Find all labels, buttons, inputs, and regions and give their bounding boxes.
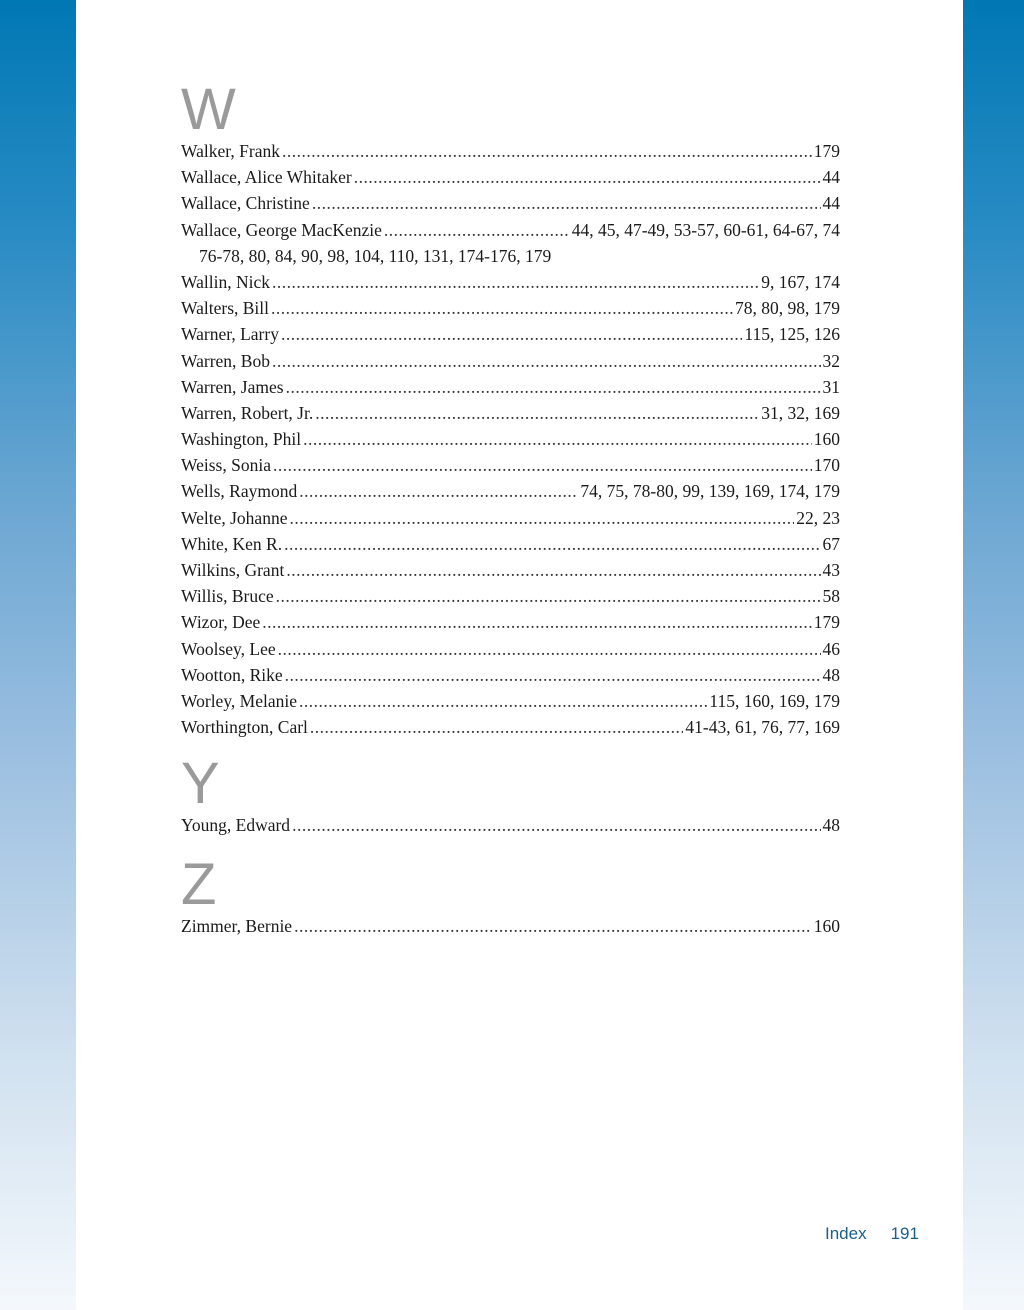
dot-leader — [272, 269, 759, 295]
entry-pages: 74, 75, 78-80, 99, 139, 169, 174, 179 — [580, 481, 840, 502]
dot-leader — [278, 636, 821, 662]
index-entry — [181, 714, 840, 740]
entry-pages: 44 — [822, 193, 840, 214]
dot-leader — [286, 374, 821, 400]
section-letter-heading: W — [181, 77, 236, 142]
entry-pages: 160 — [813, 429, 840, 450]
dot-leader — [294, 913, 812, 939]
section-letter-heading: Z — [181, 851, 217, 917]
entry-name: Weiss, Sonia — [181, 455, 271, 476]
entry-pages-continuation: 76-78, 80, 84, 90, 98, 104, 110, 131, 174-176, 179 — [199, 245, 552, 266]
index-entry — [181, 164, 840, 190]
index-entry — [181, 190, 840, 216]
entry-pages: 46 — [822, 638, 840, 659]
entry-pages: 170 — [813, 455, 840, 476]
entry-pages: 48 — [822, 815, 840, 836]
dot-leader — [284, 531, 820, 557]
section-y — [181, 751, 840, 838]
entry-name: Warner, Larry — [181, 324, 279, 345]
dot-leader — [273, 452, 812, 478]
section-z — [181, 851, 840, 939]
index-entry — [181, 426, 840, 452]
entry-pages: 9, 167, 174 — [761, 271, 840, 292]
entry-name: Worley, Melanie — [181, 690, 298, 711]
dot-leader — [271, 295, 733, 321]
entry-name: Wilkins, Grant — [181, 560, 285, 580]
entry-pages: 22, 23 — [796, 507, 840, 528]
entry-name: Wallace, George MacKenzie — [181, 219, 382, 240]
entry-pages: 67 — [822, 533, 840, 554]
index-entry — [181, 688, 840, 714]
entry-name: Willis, Bruce — [181, 586, 274, 607]
entry-name: Woolsey, Lee — [181, 638, 276, 659]
index-entry — [181, 913, 840, 939]
right-gradient-band — [963, 0, 1024, 1310]
entry-name: Wallin, Nick — [181, 271, 270, 292]
index-entry — [181, 812, 840, 838]
dot-leader — [303, 426, 812, 452]
dot-leader — [272, 348, 821, 374]
index-entry — [181, 452, 840, 478]
index-entry — [181, 636, 840, 662]
section-w — [181, 77, 840, 740]
index-entry — [181, 531, 840, 557]
entry-name: Young, Edward — [181, 815, 291, 836]
entry-pages: 41-43, 61, 76, 77, 169 — [685, 717, 840, 738]
index-entry — [181, 583, 840, 609]
entry-name: Welte, Johanne — [181, 507, 288, 528]
page-footer — [825, 1224, 919, 1244]
dot-leader — [354, 164, 821, 190]
dot-leader — [315, 400, 759, 426]
entry-name: Washington, Phil — [181, 429, 302, 450]
index-entry — [181, 295, 840, 321]
entry-name: Zimmer, Bernie — [181, 915, 293, 936]
entry-name: Warren, James — [181, 376, 284, 397]
index-entry — [181, 348, 840, 374]
dot-leader — [282, 138, 812, 164]
entry-name: Worthington, Carl — [181, 717, 308, 738]
entry-name: Walters, Bill — [181, 298, 270, 319]
dot-leader — [312, 190, 821, 216]
entry-pages: 31 — [822, 376, 840, 397]
index-entry — [181, 138, 840, 164]
entry-pages: 48 — [822, 664, 840, 685]
dot-leader — [289, 505, 794, 531]
entry-pages: 44, 45, 47-49, 53-57, 60-61, 64-67, 74 — [571, 219, 840, 240]
index-entry — [181, 609, 840, 635]
entry-name: Wootton, Rike — [181, 664, 283, 685]
index-entry — [181, 505, 840, 531]
dot-leader — [281, 321, 742, 347]
dot-leader — [262, 609, 812, 635]
entry-list — [181, 913, 840, 939]
dot-leader — [299, 688, 707, 714]
index-entry — [181, 217, 840, 243]
entry-name: Wizor, Dee — [181, 612, 261, 633]
entry-name: Wallace, Christine — [181, 193, 310, 214]
entry-pages: 31, 32, 169 — [761, 402, 840, 423]
entry-pages: 115, 125, 126 — [744, 324, 840, 345]
entry-name: Wells, Raymond — [181, 481, 298, 502]
index-entry — [181, 478, 840, 504]
entry-pages: 78, 80, 98, 179 — [735, 298, 840, 319]
entry-name: Warren, Bob — [181, 350, 270, 371]
entry-pages: 179 — [813, 141, 840, 161]
dot-leader — [292, 812, 820, 838]
dot-leader — [310, 714, 684, 740]
dot-leader — [285, 662, 821, 688]
entry-pages: 44 — [822, 167, 840, 188]
index-entry — [181, 374, 840, 400]
index-entry — [181, 557, 840, 583]
dot-leader — [286, 557, 820, 583]
index-entry — [181, 400, 840, 426]
section-letter-heading: Y — [181, 751, 220, 817]
footer-section-label: Index — [825, 1224, 867, 1243]
entry-pages: 179 — [813, 612, 840, 633]
dot-leader — [299, 478, 578, 504]
index-entry — [181, 321, 840, 347]
left-gradient-band — [0, 0, 76, 1310]
index-entry — [181, 269, 840, 295]
entry-name: Warren, Robert, Jr. — [181, 402, 314, 423]
entry-pages: 32 — [822, 350, 840, 371]
page-number: 191 — [890, 1224, 919, 1243]
entry-pages: 160 — [813, 915, 840, 936]
index-entry — [181, 662, 840, 688]
entry-name: Wallace, Alice Whitaker — [181, 167, 352, 188]
entry-list — [181, 138, 840, 740]
index-content — [181, 77, 840, 939]
dot-leader — [384, 217, 570, 243]
dot-leader — [276, 583, 821, 609]
entry-name: Walker, Frank — [181, 141, 280, 161]
entry-pages: 43 — [822, 560, 840, 580]
entry-name: White, Ken R. — [181, 533, 283, 554]
entry-list — [181, 812, 840, 838]
entry-pages: 115, 160, 169, 179 — [709, 690, 840, 711]
entry-pages: 58 — [822, 586, 840, 607]
